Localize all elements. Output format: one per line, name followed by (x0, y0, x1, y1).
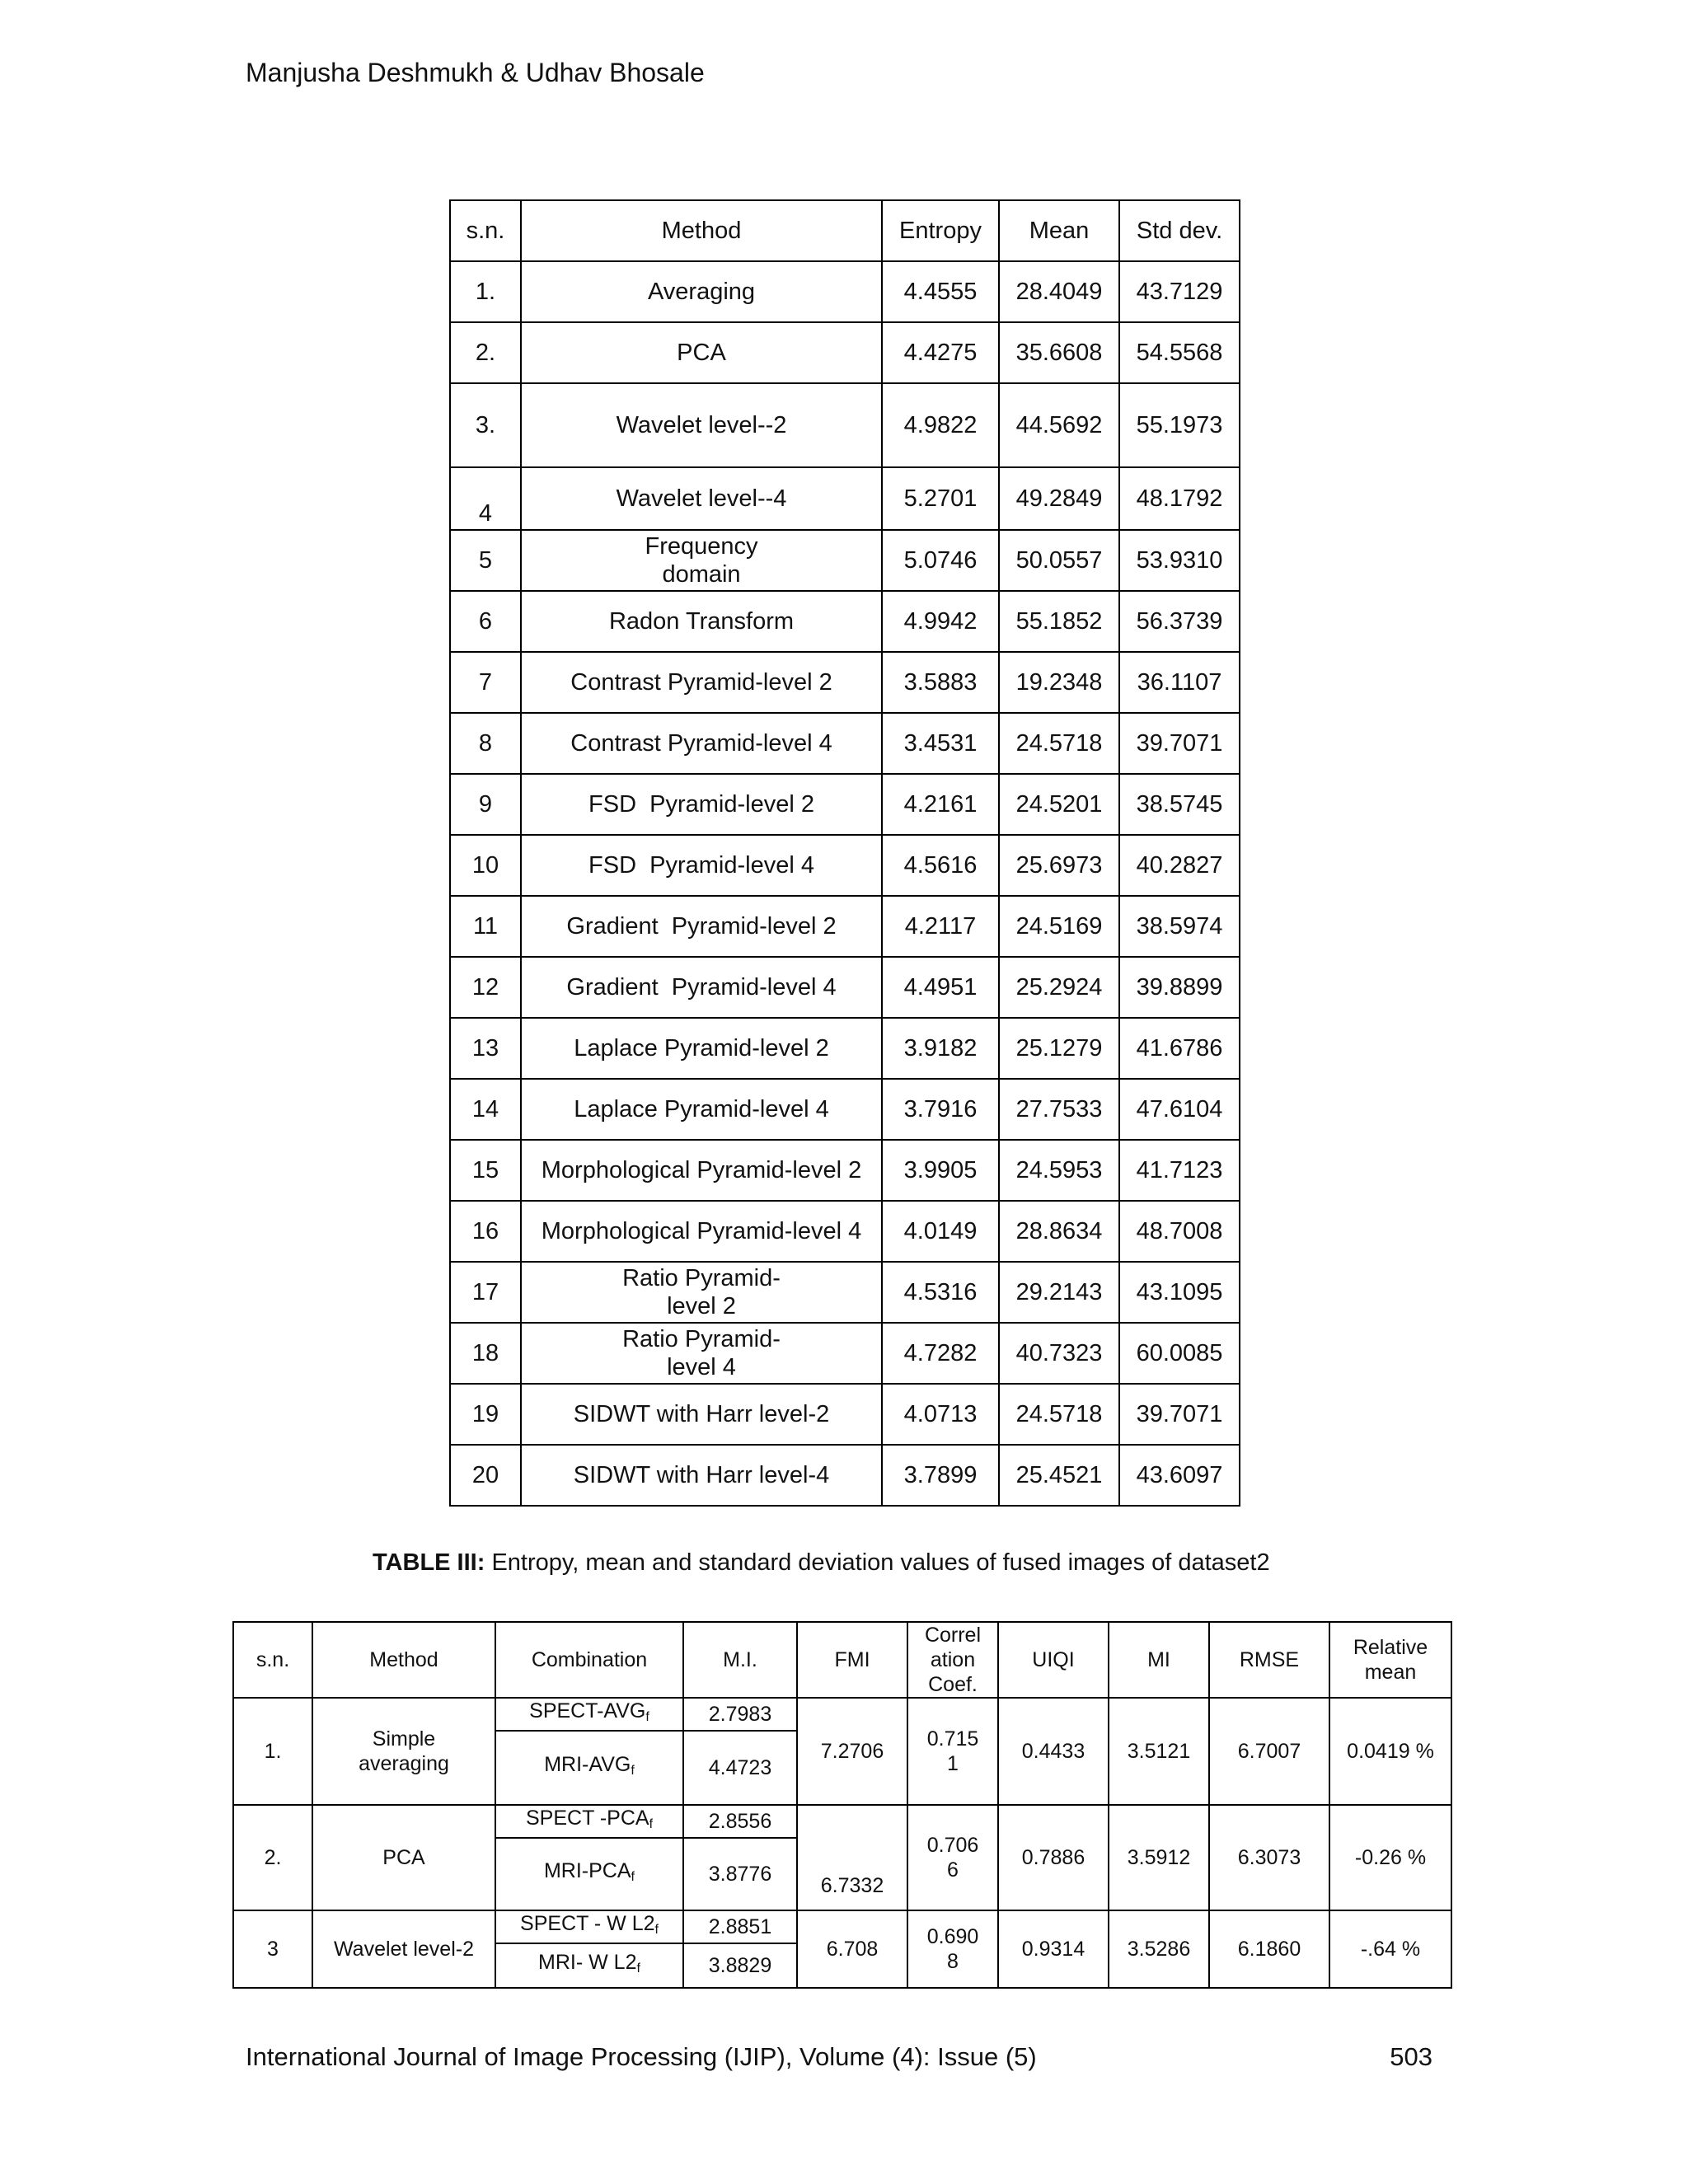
combination-label: MRI- W L2 (538, 1951, 637, 1974)
cell-entropy: 3.4531 (882, 713, 999, 774)
cell-method: FSD Pyramid-level 4 (521, 835, 882, 896)
cell-sn: 11 (450, 896, 521, 957)
table-row (450, 261, 1240, 322)
cell-entropy: 4.9942 (882, 591, 999, 652)
table-caption (373, 1549, 1270, 1577)
cell-mi2: 3.5121 (1109, 1698, 1209, 1805)
cell-sn: 1. (450, 261, 521, 322)
cell-method: Simple averaging (312, 1698, 495, 1805)
cell-rmse: 6.1860 (1209, 1910, 1329, 1988)
cell-correlation: 0.690 8 (907, 1910, 998, 1988)
cell-mean: 28.8634 (999, 1201, 1119, 1262)
cell-combination (495, 1698, 683, 1731)
combination-label: SPECT-AVG (529, 1699, 646, 1722)
cell-method: Contrast Pyramid-level 2 (521, 652, 882, 713)
cell-mean: 55.1852 (999, 591, 1119, 652)
column-header-method: Method (312, 1622, 495, 1698)
table-row (450, 530, 1240, 591)
cell-sn: 5 (450, 530, 521, 591)
fusion-metrics-table (232, 1621, 1452, 1989)
cell-uiqi: 0.4433 (998, 1698, 1109, 1805)
cell-mean: 27.7533 (999, 1079, 1119, 1140)
cell-mean: 19.2348 (999, 652, 1119, 713)
cell-method: Laplace Pyramid-level 4 (521, 1079, 882, 1140)
cell-sn: 7 (450, 652, 521, 713)
cell-mi2: 3.5912 (1109, 1805, 1209, 1910)
cell-std: 39.8899 (1119, 957, 1240, 1018)
cell-sn: 17 (450, 1262, 521, 1323)
table-row (233, 1910, 1451, 1943)
cell-std: 38.5974 (1119, 896, 1240, 957)
column-header-method: Method (521, 200, 882, 261)
cell-entropy: 3.7916 (882, 1079, 999, 1140)
cell-entropy: 4.5616 (882, 835, 999, 896)
page-number: 503 (1390, 2042, 1432, 2071)
cell-sn: 3 (233, 1910, 312, 1988)
cell-mean: 24.5718 (999, 713, 1119, 774)
cell-mi: 2.8851 (683, 1910, 797, 1943)
cell-method: FSD Pyramid-level 2 (521, 774, 882, 835)
cell-sn: 18 (450, 1323, 521, 1384)
subscript: f (631, 1870, 635, 1884)
cell-mean: 28.4049 (999, 261, 1119, 322)
column-header-uiqi: UIQI (998, 1622, 1109, 1698)
table-row (450, 1018, 1240, 1079)
cell-sn: 20 (450, 1445, 521, 1506)
cell-mean: 50.0557 (999, 530, 1119, 591)
cell-method: Laplace Pyramid-level 2 (521, 1018, 882, 1079)
table-row (450, 652, 1240, 713)
table-header-row (450, 200, 1240, 261)
cell-mean: 24.5718 (999, 1384, 1119, 1445)
cell-sn: 1. (233, 1698, 312, 1805)
cell-method: Gradient Pyramid-level 4 (521, 957, 882, 1018)
combination-label: MRI-AVG (544, 1753, 631, 1776)
cell-sn: 16 (450, 1201, 521, 1262)
cell-sn: 4 (450, 467, 521, 530)
cell-mean: 49.2849 (999, 467, 1119, 530)
cell-mean: 44.5692 (999, 383, 1119, 467)
cell-std: 40.2827 (1119, 835, 1240, 896)
column-header-combination: Combination (495, 1622, 683, 1698)
cell-entropy: 4.5316 (882, 1262, 999, 1323)
cell-entropy: 5.2701 (882, 467, 999, 530)
column-header-mi: M.I. (683, 1622, 797, 1698)
cell-sn: 15 (450, 1140, 521, 1201)
combination-label: SPECT - W L2 (520, 1912, 655, 1935)
table-row (233, 1698, 1451, 1731)
cell-method: Ratio Pyramid-level 4 (521, 1323, 882, 1384)
cell-sn: 3. (450, 383, 521, 467)
cell-method: Wavelet level--2 (521, 383, 882, 467)
cell-sn: 8 (450, 713, 521, 774)
cell-entropy: 4.7282 (882, 1323, 999, 1384)
cell-sn: 10 (450, 835, 521, 896)
table-row (450, 1262, 1240, 1323)
cell-sn: 6 (450, 591, 521, 652)
cell-mi: 2.7983 (683, 1698, 797, 1731)
cell-fmi: 7.2706 (797, 1698, 907, 1805)
cell-entropy: 3.9182 (882, 1018, 999, 1079)
column-header-sn: s.n. (233, 1622, 312, 1698)
cell-method: Wavelet level-2 (312, 1910, 495, 1988)
cell-std: 54.5568 (1119, 322, 1240, 383)
table-row (450, 1201, 1240, 1262)
column-header-mean: Mean (999, 200, 1119, 261)
cell-std: 43.6097 (1119, 1445, 1240, 1506)
cell-mean: 25.6973 (999, 835, 1119, 896)
combination-label: SPECT -PCA (525, 1807, 649, 1830)
table-row (450, 1140, 1240, 1201)
cell-std: 47.6104 (1119, 1079, 1240, 1140)
cell-fmi: 6.7332 (797, 1805, 907, 1910)
subscript: f (649, 1817, 654, 1831)
cell-mi: 3.8776 (683, 1838, 797, 1910)
cell-relative-mean: -0.26 % (1329, 1805, 1451, 1910)
cell-combination (495, 1910, 683, 1943)
cell-entropy: 3.7899 (882, 1445, 999, 1506)
cell-entropy: 4.9822 (882, 383, 999, 467)
cell-mean: 25.1279 (999, 1018, 1119, 1079)
cell-method: Ratio Pyramid-level 2 (521, 1262, 882, 1323)
cell-method: Gradient Pyramid-level 2 (521, 896, 882, 957)
cell-mean: 40.7323 (999, 1323, 1119, 1384)
column-header-entropy: Entropy (882, 200, 999, 261)
cell-mean: 24.5201 (999, 774, 1119, 835)
column-header-mi2: MI (1109, 1622, 1209, 1698)
cell-std: 38.5745 (1119, 774, 1240, 835)
table-row (450, 1445, 1240, 1506)
cell-combination (495, 1731, 683, 1805)
cell-std: 39.7071 (1119, 713, 1240, 774)
cell-mean: 35.6608 (999, 322, 1119, 383)
column-header-relative-mean: Relative mean (1329, 1622, 1451, 1698)
cell-std: 56.3739 (1119, 591, 1240, 652)
cell-rmse: 6.3073 (1209, 1805, 1329, 1910)
cell-combination (495, 1838, 683, 1910)
cell-relative-mean: 0.0419 % (1329, 1698, 1451, 1805)
cell-sn: 9 (450, 774, 521, 835)
journal-citation: International Journal of Image Processing (IJIP), Volume (4): Issue (5) (246, 2042, 1037, 2071)
cell-method: PCA (312, 1805, 495, 1910)
cell-rmse: 6.7007 (1209, 1698, 1329, 1805)
cell-entropy: 4.4951 (882, 957, 999, 1018)
column-header-fmi: FMI (797, 1622, 907, 1698)
cell-entropy: 4.4275 (882, 322, 999, 383)
cell-mi: 3.8829 (683, 1943, 797, 1988)
cell-method: PCA (521, 322, 882, 383)
cell-sn: 2. (450, 322, 521, 383)
cell-entropy: 3.5883 (882, 652, 999, 713)
table-row (450, 774, 1240, 835)
cell-method: Radon Transform (521, 591, 882, 652)
subscript: f (645, 1710, 649, 1724)
combination-label: MRI-PCA (543, 1859, 631, 1882)
cell-method: Frequency domain (521, 530, 882, 591)
cell-uiqi: 0.9314 (998, 1910, 1109, 1988)
cell-mi: 2.8556 (683, 1805, 797, 1838)
table-row (450, 835, 1240, 896)
cell-entropy: 3.9905 (882, 1140, 999, 1201)
cell-std: 41.7123 (1119, 1140, 1240, 1201)
table-row (450, 322, 1240, 383)
table-row (450, 1323, 1240, 1384)
cell-mean: 24.5953 (999, 1140, 1119, 1201)
table-header-row (233, 1622, 1451, 1698)
table-row (450, 713, 1240, 774)
subscript: f (636, 1961, 640, 1975)
cell-sn: 12 (450, 957, 521, 1018)
cell-method: SIDWT with Harr level-2 (521, 1384, 882, 1445)
subscript: f (654, 1923, 659, 1937)
cell-sn: 13 (450, 1018, 521, 1079)
table-row (450, 467, 1240, 530)
cell-mean: 25.2924 (999, 957, 1119, 1018)
cell-std: 60.0085 (1119, 1323, 1240, 1384)
cell-std: 53.9310 (1119, 530, 1240, 591)
cell-correlation: 0.706 6 (907, 1805, 998, 1910)
cell-combination (495, 1805, 683, 1838)
page-footer (246, 2042, 1432, 2072)
subscript: f (631, 1764, 635, 1778)
entropy-mean-std-table (449, 199, 1240, 1507)
column-header-sn: s.n. (450, 200, 521, 261)
caption-text: Entropy, mean and standard deviation values of fused images of dataset2 (485, 1549, 1270, 1576)
cell-std: 36.1107 (1119, 652, 1240, 713)
cell-entropy: 4.0713 (882, 1384, 999, 1445)
cell-entropy: 4.2161 (882, 774, 999, 835)
cell-std: 48.7008 (1119, 1201, 1240, 1262)
cell-combination (495, 1943, 683, 1988)
table-row (450, 1384, 1240, 1445)
cell-method: Morphological Pyramid-level 2 (521, 1140, 882, 1201)
table-row (450, 591, 1240, 652)
table-row (450, 957, 1240, 1018)
cell-sn: 19 (450, 1384, 521, 1445)
column-header-std-dev: Std dev. (1119, 200, 1240, 261)
table-row (450, 1079, 1240, 1140)
cell-entropy: 4.0149 (882, 1201, 999, 1262)
caption-label: TABLE III: (373, 1549, 485, 1576)
cell-uiqi: 0.7886 (998, 1805, 1109, 1910)
cell-sn: 14 (450, 1079, 521, 1140)
cell-std: 55.1973 (1119, 383, 1240, 467)
cell-method: Morphological Pyramid-level 4 (521, 1201, 882, 1262)
cell-method: Contrast Pyramid-level 4 (521, 713, 882, 774)
cell-std: 43.1095 (1119, 1262, 1240, 1323)
cell-sn: 2. (233, 1805, 312, 1910)
table-row (450, 383, 1240, 467)
cell-method: SIDWT with Harr level-4 (521, 1445, 882, 1506)
table-row (233, 1805, 1451, 1838)
cell-mean: 29.2143 (999, 1262, 1119, 1323)
cell-entropy: 4.4555 (882, 261, 999, 322)
cell-mean: 24.5169 (999, 896, 1119, 957)
cell-correlation: 0.715 1 (907, 1698, 998, 1805)
cell-std: 48.1792 (1119, 467, 1240, 530)
cell-mi: 4.4723 (683, 1731, 797, 1805)
cell-std: 39.7071 (1119, 1384, 1240, 1445)
cell-relative-mean: -.64 % (1329, 1910, 1451, 1988)
running-header: Manjusha Deshmukh & Udhav Bhosale (246, 58, 705, 87)
table-row (450, 896, 1240, 957)
cell-entropy: 4.2117 (882, 896, 999, 957)
cell-method: Averaging (521, 261, 882, 322)
column-header-correlation: Correl ation Coef. (907, 1622, 998, 1698)
cell-method: Wavelet level--4 (521, 467, 882, 530)
cell-mean: 25.4521 (999, 1445, 1119, 1506)
cell-std: 41.6786 (1119, 1018, 1240, 1079)
cell-std: 43.7129 (1119, 261, 1240, 322)
cell-mi2: 3.5286 (1109, 1910, 1209, 1988)
cell-entropy: 5.0746 (882, 530, 999, 591)
column-header-rmse: RMSE (1209, 1622, 1329, 1698)
cell-fmi: 6.708 (797, 1910, 907, 1988)
